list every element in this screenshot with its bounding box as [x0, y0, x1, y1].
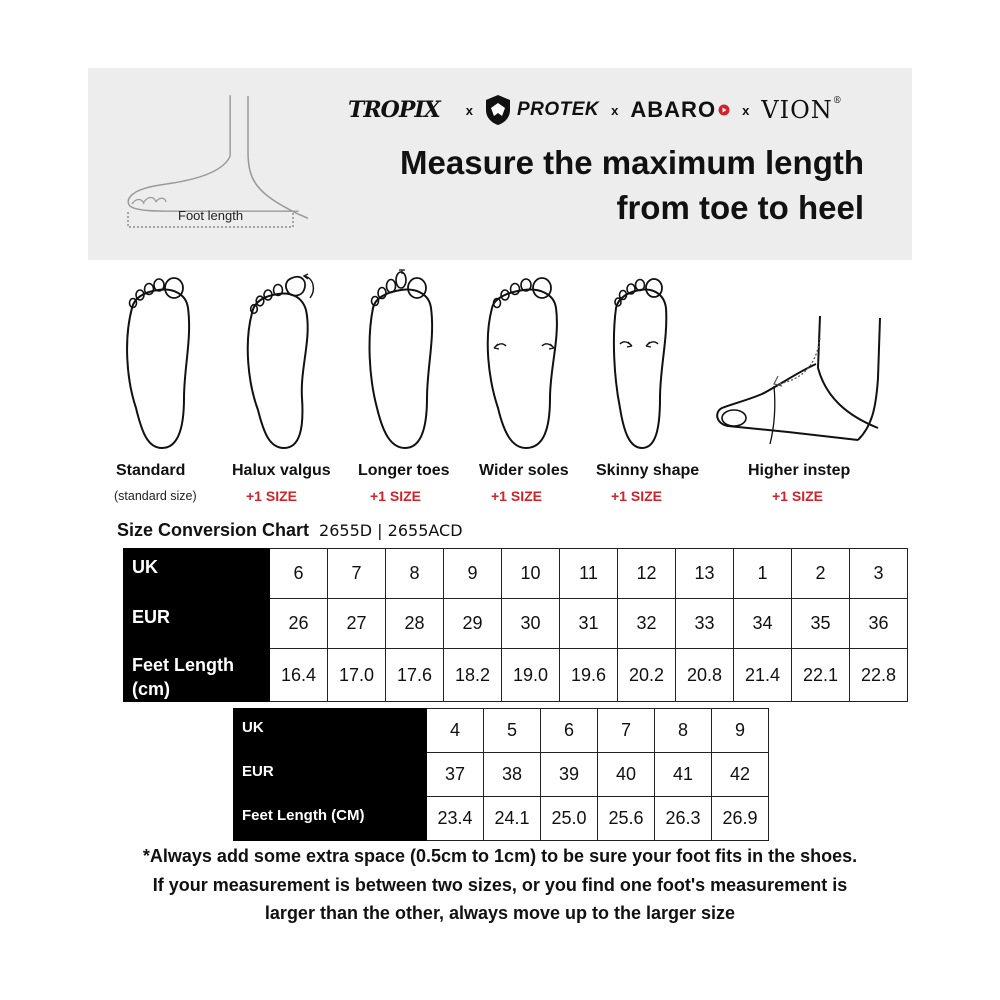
brand-separator: x: [742, 102, 750, 118]
foot-length-label: Foot length: [178, 208, 244, 223]
table-row-eur: [124, 599, 908, 649]
table-cell: 40: [598, 753, 655, 797]
foot-types-row: [100, 268, 900, 512]
fit-note: [80, 842, 920, 928]
table-cell: 23.4: [427, 797, 484, 841]
brand-row: [348, 82, 908, 138]
brand-protek-text: PROTEK: [516, 99, 600, 120]
table-row-eur: [234, 753, 769, 797]
table-cell: 34: [734, 599, 792, 649]
table-cell: 6: [541, 709, 598, 753]
table-row-length: [124, 649, 908, 702]
size-table-kids: [123, 548, 908, 702]
fit-note-line-3: larger than the other, always move up to the larger size: [264, 903, 736, 923]
foot-label-wider-soles: Wider soles: [479, 462, 569, 479]
table-cell: 38: [484, 753, 541, 797]
row-header-uk: UK: [124, 549, 270, 599]
table-cell: 8: [386, 549, 444, 599]
foot-size-higher-instep: +1 SIZE: [772, 488, 823, 504]
table-cell: 4: [427, 709, 484, 753]
shield-icon: [485, 94, 511, 126]
table-cell: 28: [386, 599, 444, 649]
row-header-length: Feet Length (CM): [234, 797, 427, 841]
foot-longer-toes-icon: [365, 268, 437, 450]
table-cell: 20.8: [676, 649, 734, 702]
foot-label-skinny-shape: Skinny shape: [596, 462, 700, 479]
table-row-uk: [124, 549, 908, 599]
brand-protek-logo: [485, 94, 599, 126]
foot-skinny-shape-icon: [608, 268, 672, 450]
play-icon: [718, 104, 730, 116]
row-header-length-line-1: Feet Length: [132, 655, 234, 675]
foot-standard-icon: [122, 268, 194, 450]
table-cell: 3: [850, 549, 908, 599]
top-banner: [88, 68, 912, 260]
table-cell: 9: [444, 549, 502, 599]
brand-separator: x: [465, 102, 473, 118]
brand-abaro-logo: [630, 97, 730, 123]
table-cell: 12: [618, 549, 676, 599]
foot-longer-toes: [365, 268, 437, 450]
headline: [400, 140, 864, 230]
foot-label-higher-instep: Higher instep: [748, 462, 851, 479]
size-chart-title: [117, 520, 463, 541]
row-header-length: [124, 649, 270, 702]
table-cell: 18.2: [444, 649, 502, 702]
table-cell: 26.9: [712, 797, 769, 841]
table-cell: 35: [792, 599, 850, 649]
table-cell: 10: [502, 549, 560, 599]
brand-tropix-logo: TROPIX: [348, 97, 440, 123]
table-cell: 13: [676, 549, 734, 599]
table-cell: 29: [444, 599, 502, 649]
table-cell: 19.6: [560, 649, 618, 702]
table-cell: 17.0: [328, 649, 386, 702]
table-cell: 5: [484, 709, 541, 753]
foot-halux-valgus: [242, 268, 322, 450]
table-cell: 27: [328, 599, 386, 649]
foot-standard: [122, 268, 194, 450]
table-cell: 20.2: [618, 649, 676, 702]
model-codes: 2655D | 2655ACD: [319, 521, 463, 540]
foot-higher-instep: [708, 268, 888, 450]
table-cell: 42: [712, 753, 769, 797]
table-cell: 25.6: [598, 797, 655, 841]
row-header-eur: EUR: [124, 599, 270, 649]
table-cell: 9: [712, 709, 769, 753]
table-cell: 2: [792, 549, 850, 599]
row-header-length-line-2: (cm): [132, 679, 171, 699]
size-table-adult: [233, 708, 769, 841]
table-cell: 7: [598, 709, 655, 753]
table-cell: 19.0: [502, 649, 560, 702]
table-cell: 39: [541, 753, 598, 797]
table-cell: 26.3: [655, 797, 712, 841]
table-cell: 36: [850, 599, 908, 649]
table-cell: 26: [270, 599, 328, 649]
brand-abaro-text: ABARO: [630, 97, 717, 122]
foot-size-wider-soles: +1 SIZE: [491, 488, 542, 504]
table-cell: 25.0: [541, 797, 598, 841]
table-cell: 16.4: [270, 649, 328, 702]
foot-label-halux-valgus: Halux valgus: [232, 462, 331, 479]
table-cell: 21.4: [734, 649, 792, 702]
foot-label-standard: Standard: [116, 462, 186, 479]
table-cell: 33: [676, 599, 734, 649]
table-cell: 32: [618, 599, 676, 649]
table-cell: 22.8: [850, 649, 908, 702]
foot-size-skinny-shape: +1 SIZE: [611, 488, 662, 504]
table-cell: 37: [427, 753, 484, 797]
headline-line-2: from toe to heel: [616, 189, 864, 226]
brand-separator: x: [611, 102, 619, 118]
side-foot-icon: [118, 82, 308, 252]
table-cell: 41: [655, 753, 712, 797]
foot-sub-standard: (standard size): [114, 489, 197, 503]
foot-label-longer-toes: Longer toes: [358, 462, 450, 479]
table-row-uk: [234, 709, 769, 753]
foot-wider-soles: [484, 268, 564, 450]
fit-note-line-2: If your measurement is between two sizes, or you find one foot's measurement is: [152, 874, 848, 895]
table-cell: 22.1: [792, 649, 850, 702]
fit-note-line-1: *Always add some extra space (0.5cm to 1cm) to be sure your foot fits in the shoes.: [142, 846, 858, 866]
table-cell: 17.6: [386, 649, 444, 702]
table-cell: 6: [270, 549, 328, 599]
brand-vion-logo: [761, 96, 843, 124]
registered-mark: ®: [832, 96, 843, 106]
table-cell: 31: [560, 599, 618, 649]
foot-wider-soles-icon: [484, 268, 564, 450]
table-cell: 30: [502, 599, 560, 649]
headline-line-1: Measure the maximum length: [400, 144, 864, 181]
size-chart-title-text: Size Conversion Chart: [117, 520, 310, 540]
foot-skinny-shape: [608, 268, 672, 450]
foot-size-halux-valgus: +1 SIZE: [246, 488, 297, 504]
brand-vion-text: VION: [761, 96, 833, 124]
table-cell: 24.1: [484, 797, 541, 841]
row-header-eur: EUR: [234, 753, 427, 797]
foot-higher-instep-icon: [708, 268, 888, 450]
table-cell: 7: [328, 549, 386, 599]
table-cell: 8: [655, 709, 712, 753]
table-row-length: [234, 797, 769, 841]
row-header-uk: UK: [234, 709, 427, 753]
table-cell: 11: [560, 549, 618, 599]
table-cell: 1: [734, 549, 792, 599]
foot-size-longer-toes: +1 SIZE: [370, 488, 421, 504]
foot-halux-valgus-icon: [242, 268, 322, 450]
